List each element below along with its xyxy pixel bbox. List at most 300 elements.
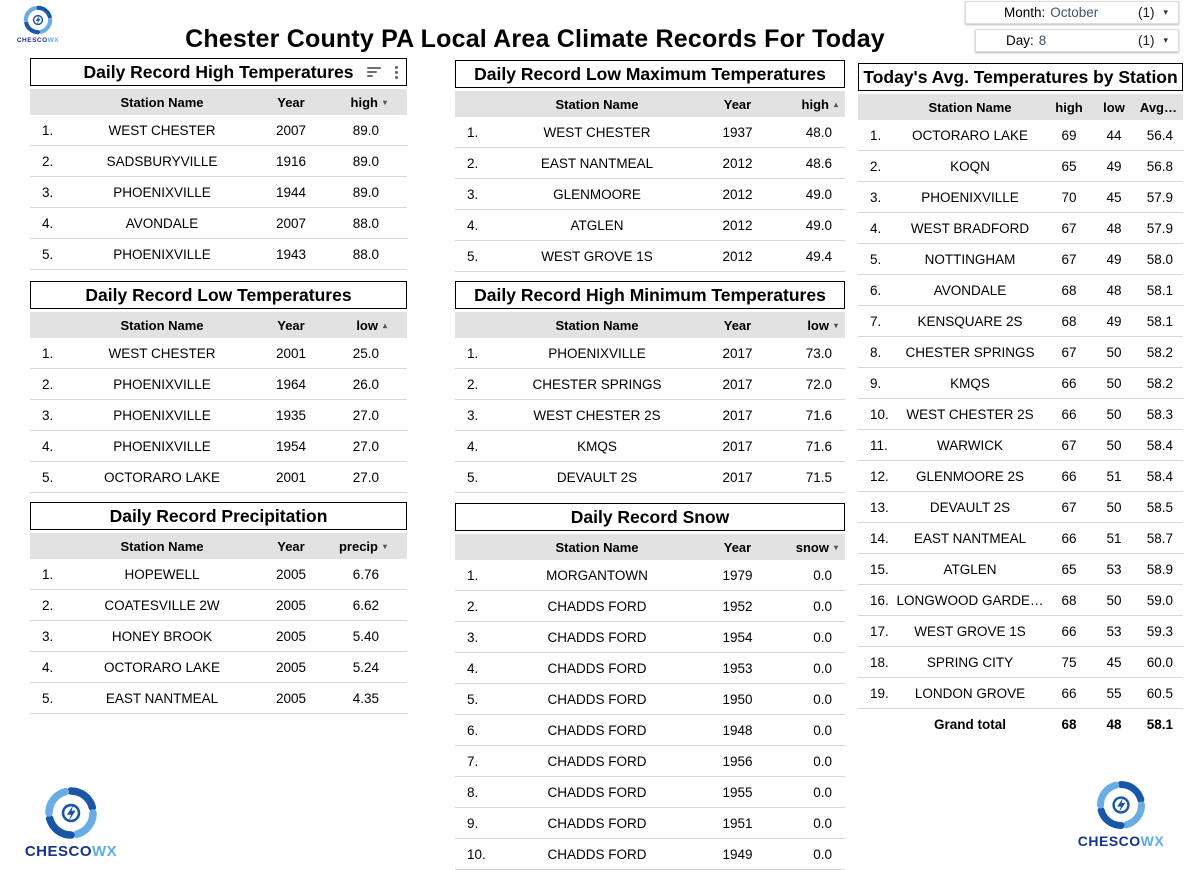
low-cell: 51 [1092,461,1136,492]
row-index: 16. [858,585,894,616]
year-cell: 2017 [695,400,780,431]
value-cell: 0.0 [780,777,845,808]
kebab-menu-icon[interactable] [395,66,398,79]
avg-cell: 58.5 [1136,492,1183,523]
value-column-label: high [801,96,829,112]
station-name-cell: HOPEWELL [74,559,250,590]
row-index: 5. [858,244,894,275]
table-row [858,244,1183,275]
station-name-cell: AVONDALE [74,208,250,239]
avg-cell: 58.7 [1136,523,1183,554]
card-daily-record-high-min-temps [455,281,845,493]
high-cell: 68 [1046,585,1092,616]
avg-cell: 56.4 [1136,120,1183,151]
table-row [30,621,407,652]
index-column-header [455,91,499,117]
high-cell: 68 [1046,306,1092,337]
value-cell: 49.4 [780,241,845,272]
card-daily-record-low-max-temps [455,60,845,272]
row-index: 3. [30,177,74,208]
station-name-cell: PHOENIXVILLE [74,369,250,400]
station-name-cell: PHOENIXVILLE [499,338,695,369]
station-name-cell: MORGANTOWN [499,560,695,591]
month-filter-dropdown[interactable] [965,1,1179,24]
row-index: 10. [455,839,499,870]
card-title [30,58,407,86]
station-name-cell: PHOENIXVILLE [894,182,1046,213]
value-cell: 0.0 [780,839,845,870]
value-cell: 5.24 [332,652,407,683]
row-index: 4. [455,653,499,684]
year-cell: 1952 [695,591,780,622]
day-filter-value: 8 [1038,33,1047,48]
station-name-cell: PHOENIXVILLE [74,431,250,462]
station-name-cell: CHADDS FORD [499,808,695,839]
row-index: 6. [455,715,499,746]
high-cell: 66 [1046,461,1092,492]
station-column-header[interactable]: Station Name [499,91,695,117]
value-cell: 0.0 [780,653,845,684]
value-cell: 48.6 [780,148,845,179]
year-cell: 1935 [250,400,332,431]
row-index: 3. [30,621,74,652]
table-row [455,117,845,148]
station-name-cell: EAST NANTMEAL [499,148,695,179]
sort-arrow-icon: ▾ [833,320,838,330]
chescowx-logo-text: CHESCOWX [16,37,60,44]
year-cell: 2012 [695,179,780,210]
high-cell: 66 [1046,678,1092,709]
station-name-cell: WEST CHESTER 2S [894,399,1046,430]
station-name-cell: OCTORARO LAKE [74,652,250,683]
card-title [30,502,407,530]
value-cell: 4.35 [332,683,407,714]
station-column-header[interactable]: Station Name [74,533,250,559]
row-index: 12. [858,461,894,492]
index-column-header [858,94,894,120]
table-row [858,306,1183,337]
avg-cell: 58.3 [1136,399,1183,430]
row-index: 2. [455,591,499,622]
year-cell: 2012 [695,241,780,272]
row-index: 8. [455,777,499,808]
year-cell: 2005 [250,652,332,683]
high-cell: 65 [1046,554,1092,585]
table-row [858,213,1183,244]
high-column-header[interactable]: high [1046,94,1092,120]
low-cell: 50 [1092,430,1136,461]
station-name-cell: WEST CHESTER [74,115,250,146]
high-cell: 66 [1046,399,1092,430]
station-column-header[interactable]: Station Name [499,534,695,560]
chescowx-logo-text: CHESCOWX [24,843,118,860]
station-name-cell: ATGLEN [499,210,695,241]
row-index: 2. [30,146,74,177]
low-cell: 44 [1092,120,1136,151]
year-column-header[interactable]: Year [250,533,332,559]
day-filter-count: (1) [1137,33,1155,48]
year-cell: 2005 [250,590,332,621]
low-cell: 50 [1092,368,1136,399]
station-name-cell: CHADDS FORD [499,839,695,870]
station-name-cell: KENSQUARE 2S [894,306,1046,337]
station-name-cell: CHESTER SPRINGS [894,337,1046,368]
card-title [858,63,1183,91]
year-cell: 2007 [250,208,332,239]
row-index: 5. [455,462,499,493]
row-index: 3. [30,400,74,431]
grand-total-high: 68 [1061,716,1077,732]
card-title-text: Today's Avg. Temperatures by Station [863,66,1178,87]
avg-cell: 57.9 [1136,213,1183,244]
table-row [30,431,407,462]
avg-cell: 58.1 [1136,306,1183,337]
station-name-cell: PHOENIXVILLE [74,239,250,270]
row-index: 4. [30,431,74,462]
index-column-header [30,89,74,115]
value-cell: 0.0 [780,622,845,653]
station-column-header[interactable]: Station Name [499,312,695,338]
low-cell: 50 [1092,399,1136,430]
station-name-cell: LONGWOOD GARDE… [894,585,1046,616]
station-name-cell: CHADDS FORD [499,715,695,746]
table-header-row [30,89,407,115]
card-title-text: Daily Record Low Temperatures [85,284,352,305]
high-cell: 67 [1046,430,1092,461]
sort-arrow-icon: ▾ [833,542,838,552]
month-filter-value: October [1050,5,1099,20]
value-column-label: precip [338,538,378,554]
year-column-header[interactable]: Year [250,312,332,338]
index-column-header [30,533,74,559]
station-name-cell: PHOENIXVILLE [74,177,250,208]
value-cell: 71.5 [780,462,845,493]
table-row [858,492,1183,523]
avg-cell: 57.9 [1136,182,1183,213]
record-table [30,312,407,493]
station-name-cell: WEST GROVE 1S [894,616,1046,647]
value-column-label: snow [795,539,829,555]
value-cell: 0.0 [780,591,845,622]
value-column-header[interactable] [780,534,845,560]
page-title: Chester County PA Local Area Climate Records For Today [185,24,885,53]
station-name-cell: CHADDS FORD [499,653,695,684]
station-name-cell: SPRING CITY [894,647,1046,678]
value-cell: 72.0 [780,369,845,400]
avg-cell: 58.1 [1136,275,1183,306]
table-row [30,208,407,239]
row-index: 1. [30,559,74,590]
station-name-cell: KMQS [894,368,1046,399]
sort-arrow-icon: ▴ [382,320,387,330]
day-filter-label: Day: [1006,33,1034,48]
value-cell: 26.0 [332,369,407,400]
station-name-cell: OCTORARO LAKE [894,120,1046,151]
low-column-header[interactable]: low [1092,94,1136,120]
low-cell: 50 [1092,492,1136,523]
table-row [30,239,407,270]
table-row [30,338,407,369]
value-column-header[interactable] [332,533,407,559]
row-index: 2. [30,369,74,400]
row-index: 13. [858,492,894,523]
avg-cell: 59.3 [1136,616,1183,647]
low-cell: 51 [1092,523,1136,554]
sort-arrow-icon: ▾ [382,97,387,107]
station-name-cell: WEST BRADFORD [894,213,1046,244]
table-row [30,400,407,431]
row-index: 5. [30,683,74,714]
row-index: 2. [455,148,499,179]
low-cell: 49 [1092,244,1136,275]
value-cell: 27.0 [332,462,407,493]
year-cell: 2007 [250,115,332,146]
year-cell: 2012 [695,210,780,241]
low-cell: 48 [1092,213,1136,244]
value-cell: 89.0 [332,146,407,177]
row-index: 7. [858,306,894,337]
table-row [30,177,407,208]
row-index: 4. [30,652,74,683]
row-index: 18. [858,647,894,678]
high-cell: 66 [1046,368,1092,399]
table-row [455,653,845,684]
chescowx-logo-text: CHESCOWX [1077,833,1165,849]
day-filter-dropdown[interactable] [975,29,1179,52]
grand-total-row [858,709,1183,740]
station-name-cell: WEST CHESTER 2S [499,400,695,431]
value-cell: 71.6 [780,400,845,431]
value-cell: 49.0 [780,179,845,210]
station-name-cell: WEST CHESTER [499,117,695,148]
card-daily-record-precipitation [30,502,407,714]
chescowx-logo-small [14,4,62,44]
table-row [30,683,407,714]
high-cell: 67 [1046,244,1092,275]
low-cell: 45 [1092,182,1136,213]
year-column-header[interactable]: Year [695,91,780,117]
station-column-header[interactable]: Station Name [74,89,250,115]
value-cell: 49.0 [780,210,845,241]
value-column-header[interactable] [780,91,845,117]
year-cell: 2005 [250,683,332,714]
row-index: 4. [455,210,499,241]
value-column-header[interactable] [332,89,407,115]
card-todays-avg-temps [858,63,1183,739]
sort-arrow-icon: ▴ [833,99,838,109]
table-row [30,590,407,621]
station-name-cell: GLENMOORE 2S [894,461,1046,492]
year-cell: 2012 [695,148,780,179]
low-cell: 49 [1092,151,1136,182]
year-column-header[interactable]: Year [695,312,780,338]
chescowx-logo-bottom-right [1076,778,1166,849]
table-row [858,678,1183,709]
table-row [858,368,1183,399]
card-daily-record-high-temps [30,58,407,270]
row-index: 5. [455,241,499,272]
table-row [858,430,1183,461]
low-cell: 55 [1092,678,1136,709]
station-name-cell: KOQN [894,151,1046,182]
high-cell: 67 [1046,492,1092,523]
station-name-cell: EAST NANTMEAL [74,683,250,714]
value-cell: 48.0 [780,117,845,148]
row-index: 1. [30,338,74,369]
row-index: 1. [455,338,499,369]
high-cell: 66 [1046,523,1092,554]
table-row [455,715,845,746]
row-index: 8. [858,337,894,368]
table-header-row [30,533,407,559]
record-table [455,312,845,493]
value-cell: 27.0 [332,431,407,462]
table-row [455,369,845,400]
card-title [455,503,845,531]
row-index: 1. [455,117,499,148]
table-row [455,777,845,808]
table-row [455,684,845,715]
record-table [30,89,407,270]
station-name-cell: PHOENIXVILLE [74,400,250,431]
year-column-header[interactable]: Year [250,89,332,115]
table-row [858,275,1183,306]
row-index: 9. [858,368,894,399]
avg-cell: 58.9 [1136,554,1183,585]
value-cell: 88.0 [332,208,407,239]
table-row [30,146,407,177]
row-index: 3. [455,622,499,653]
station-name-cell: WEST CHESTER [74,338,250,369]
station-name-cell: WEST GROVE 1S [499,241,695,272]
record-table [455,534,845,870]
high-cell: 65 [1046,151,1092,182]
row-index: 5. [30,462,74,493]
filter-icon[interactable] [367,67,381,77]
value-cell: 6.76 [332,559,407,590]
row-index: 2. [30,590,74,621]
year-cell: 2005 [250,621,332,652]
table-header-row [30,312,407,338]
table-row [455,241,845,272]
hurricane-spiral-icon [42,784,100,842]
row-index: 4. [455,431,499,462]
value-cell: 73.0 [780,338,845,369]
card-daily-record-low-temps [30,281,407,493]
table-row [455,808,845,839]
low-cell: 50 [1092,585,1136,616]
table-row [455,462,845,493]
table-row [455,431,845,462]
year-cell: 1954 [695,622,780,653]
high-cell: 67 [1046,337,1092,368]
value-cell: 0.0 [780,808,845,839]
station-name-cell: DEVAULT 2S [894,492,1046,523]
index-column-header [455,312,499,338]
table-row [858,616,1183,647]
row-index: 3. [455,400,499,431]
row-index: 5. [30,239,74,270]
table-row [455,591,845,622]
grand-total-label: Grand total [933,716,1006,732]
station-name-cell: LONDON GROVE [894,678,1046,709]
year-cell: 1956 [695,746,780,777]
row-index: 3. [455,179,499,210]
station-name-cell: KMQS [499,431,695,462]
year-cell: 2001 [250,462,332,493]
year-cell: 1916 [250,146,332,177]
value-cell: 89.0 [332,115,407,146]
row-index [858,709,894,740]
card-title [455,60,845,88]
row-index: 1. [30,115,74,146]
table-row [858,120,1183,151]
value-cell: 25.0 [332,338,407,369]
station-name-cell: CHADDS FORD [499,777,695,808]
value-cell: 71.6 [780,431,845,462]
row-index: 7. [455,746,499,777]
row-index: 10. [858,399,894,430]
row-index: 2. [455,369,499,400]
low-cell: 53 [1092,554,1136,585]
year-column-header[interactable]: Year [695,534,780,560]
row-index: 17. [858,616,894,647]
value-cell: 5.40 [332,621,407,652]
card-title [455,281,845,309]
table-row [455,179,845,210]
station-column-header[interactable]: Station Name [74,312,250,338]
hurricane-spiral-icon [22,4,54,36]
value-cell: 0.0 [780,715,845,746]
table-row [455,839,845,870]
table-row [30,115,407,146]
row-index: 1. [455,560,499,591]
table-row [455,338,845,369]
avg-cell: 56.8 [1136,151,1183,182]
value-column-label: low [807,317,829,333]
station-name-cell: OCTORARO LAKE [74,462,250,493]
table-header-row [455,312,845,338]
row-index: 15. [858,554,894,585]
card-title-text: Daily Record Precipitation [109,505,328,526]
table-row [455,148,845,179]
grand-total-avg: 58.1 [1146,716,1173,732]
high-cell: 66 [1046,616,1092,647]
row-index: 5. [455,684,499,715]
value-column-header[interactable] [332,312,407,338]
year-cell: 1949 [695,839,780,870]
grand-total-low: 48 [1106,716,1122,732]
value-cell: 6.62 [332,590,407,621]
low-cell: 50 [1092,337,1136,368]
table-row [455,210,845,241]
table-row [858,554,1183,585]
year-cell: 2017 [695,338,780,369]
value-cell: 0.0 [780,746,845,777]
station-column-header[interactable]: Station Name [894,94,1046,120]
row-index: 4. [858,213,894,244]
avg-column-header[interactable]: Avg… [1136,94,1183,120]
chescowx-logo-bottom-left [26,784,116,860]
table-row [858,647,1183,678]
value-cell: 89.0 [332,177,407,208]
low-cell: 53 [1092,616,1136,647]
value-column-header[interactable] [780,312,845,338]
row-index: 4. [30,208,74,239]
station-name-cell: CHESTER SPRINGS [499,369,695,400]
station-name-cell: CHADDS FORD [499,746,695,777]
station-name-cell: COATESVILLE 2W [74,590,250,621]
